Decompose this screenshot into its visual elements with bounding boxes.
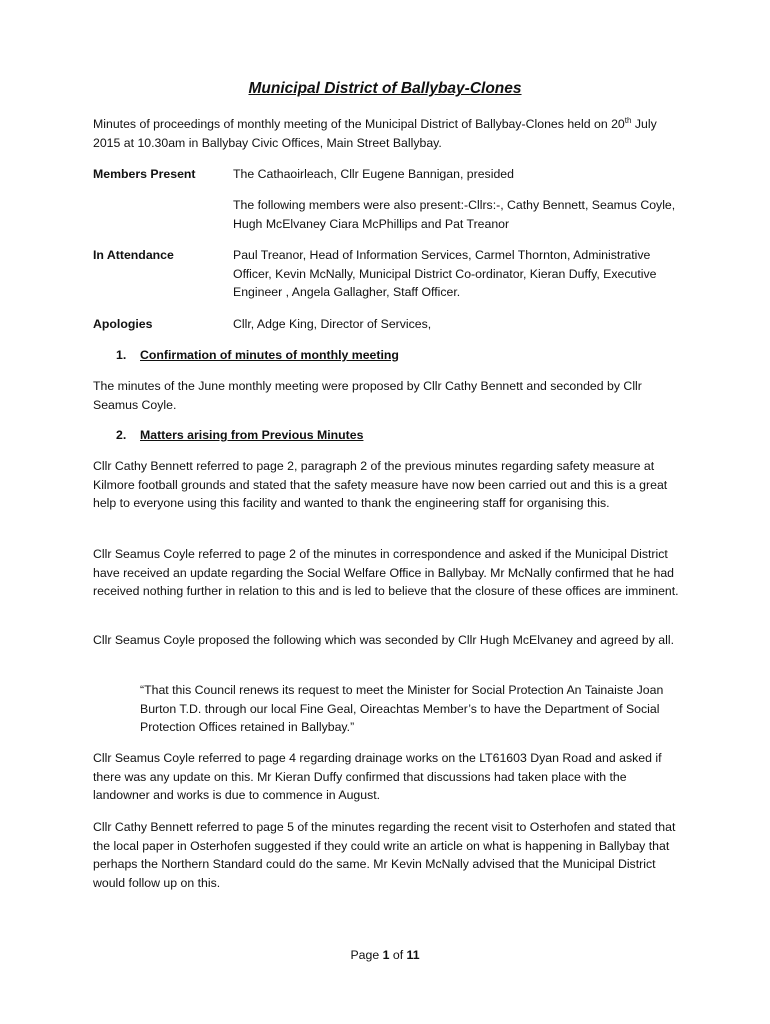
section-1-heading bbox=[116, 346, 399, 365]
intro-text-after: July 2015 at 10.30am in Ballybay Civic Offices, Main Street Ballybay. bbox=[93, 117, 657, 150]
section-title: Matters arising from Previous Minutes bbox=[140, 428, 364, 442]
footer-page-word: Page bbox=[350, 948, 380, 962]
apologies-label: Apologies bbox=[93, 317, 153, 331]
section-2-paragraph-5: Cllr Seamus Coyle referred to page 4 regarding drainage works on the LT61603 Dyan Road and asked if there was any update on this. Mr Kieran Duffy confirmed that discussions had taken place with the landowner and works is due to commence in August. bbox=[93, 751, 662, 803]
intro-superscript: th bbox=[624, 115, 632, 125]
apologies-text: Cllr, Adge King, Director of Services, bbox=[233, 317, 432, 331]
members-present-line1: The Cathaoirleach, Cllr Eugene Bannigan, presided bbox=[233, 167, 514, 181]
section-2-paragraph-2: Cllr Seamus Coyle referred to page 2 of the minutes in correspondence and asked if the Municipal District have received an update regarding the Social Welfare Office in Ballybay. Mr McNally confirmed that he had received nothing further in relation to this and is led to believe that the closure of these offices are imminent. bbox=[93, 547, 679, 599]
footer-total-pages: 11 bbox=[406, 948, 420, 962]
in-attendance-text: Paul Treanor, Head of Information Services, Carmel Thornton, Administrative Officer, Kevin McNally, Municipal District Co-ordinator, Kieran Duffy, Executive Engineer , Angela Gallagher, Staff Officer. bbox=[233, 248, 657, 300]
intro-text-before: Minutes of proceedings of monthly meeting of the Municipal District of Ballybay-Clones held on 20 bbox=[93, 117, 625, 131]
section-2-paragraph-1: Cllr Cathy Bennett referred to page 2, paragraph 2 of the previous minutes regarding safety measure at Kilmore football grounds and stated that the safety measure have now been carried out and this is a great help to everyone using this facility and wanted to thank the engineering staff for organising this. bbox=[93, 459, 668, 511]
footer-of-word: of bbox=[392, 948, 404, 962]
section-2-paragraph-6: Cllr Cathy Bennett referred to page 5 of the minutes regarding the recent visit to Osterhofen and stated that the local paper in Osterhofen suggested if they could write an article on what is happening in Ballybay that perhaps the Northern Standard could do the same. Mr Kevin McNally advised that the Municipal District would follow up on this. bbox=[93, 820, 676, 891]
section-number: 2. bbox=[116, 428, 127, 442]
section-number: 1. bbox=[116, 348, 127, 362]
document-title: Municipal District of Ballybay-Clones bbox=[248, 80, 522, 97]
section-2-quote: “That this Council renews its request to meet the Minister for Social Protection An Tainaiste Joan Burton T.D. through our local Fine Geal, Oireachtas Member’s to have the Department of Social Protection Offices retained in Ballybay.” bbox=[140, 683, 664, 735]
footer-page-number: 1 bbox=[382, 948, 390, 962]
members-present-line2: The following members were also present:-Cllrs:-, Cathy Bennett, Seamus Coyle, Hugh McElvaney Ciara McPhillips and Pat Treanor bbox=[233, 198, 676, 231]
section-1-paragraph-1: The minutes of the June monthly meeting were proposed by Cllr Cathy Bennett and seconded by Cllr Seamus Coyle. bbox=[93, 379, 642, 412]
in-attendance-label: In Attendance bbox=[93, 248, 174, 262]
members-present-label: Members Present bbox=[93, 167, 196, 181]
section-2-paragraph-3: Cllr Seamus Coyle proposed the following which was seconded by Cllr Hugh McElvaney and agreed by all. bbox=[93, 633, 674, 647]
section-title: Confirmation of minutes of monthly meeting bbox=[140, 348, 399, 362]
page-footer bbox=[0, 948, 770, 962]
intro-paragraph bbox=[93, 115, 679, 152]
section-2-heading bbox=[116, 426, 363, 445]
